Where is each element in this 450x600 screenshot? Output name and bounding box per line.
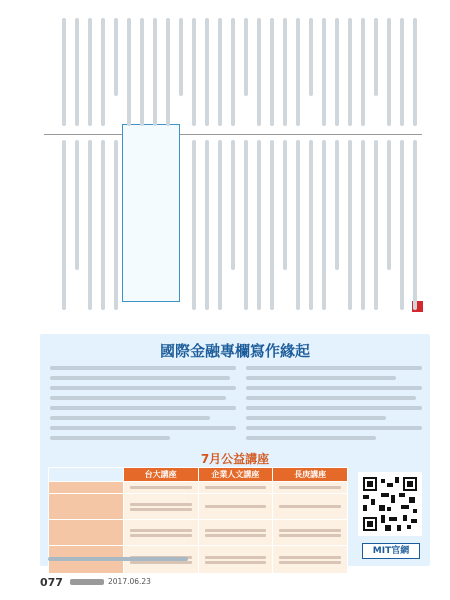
text-line-placeholder [400, 140, 404, 310]
text-line-placeholder [127, 18, 131, 126]
text-line-placeholder [114, 140, 118, 310]
issue-label-placeholder [70, 579, 104, 585]
text-line-placeholder [192, 18, 196, 126]
text-line-placeholder [335, 140, 339, 270]
text-line-placeholder [309, 140, 313, 310]
column-header: 企業人文講座 [198, 468, 273, 482]
page-footer [40, 576, 440, 592]
text-line-placeholder [374, 18, 378, 96]
text-line-placeholder [283, 140, 287, 270]
column-header: 台大講座 [123, 468, 198, 482]
text-line-placeholder [192, 140, 196, 310]
panel-title: 國際金融專欄寫作緣起 [159, 342, 310, 360]
text-line-placeholder [309, 18, 313, 96]
text-line-placeholder [257, 18, 261, 126]
text-line-placeholder [244, 140, 248, 310]
text-line-placeholder [296, 18, 300, 126]
text-line-placeholder [153, 18, 157, 126]
qr-code-icon [361, 475, 419, 533]
text-line-placeholder [244, 18, 248, 96]
text-line-placeholder [270, 140, 274, 310]
highlight-callout [122, 124, 180, 302]
text-line-placeholder [62, 18, 66, 126]
text-line-placeholder [75, 18, 79, 126]
text-line-placeholder [400, 18, 404, 126]
text-line-placeholder [218, 140, 222, 310]
text-line-placeholder [88, 18, 92, 126]
text-line-placeholder [205, 18, 209, 126]
text-line-placeholder [101, 18, 105, 126]
text-line-placeholder [413, 18, 417, 126]
table-row [49, 482, 348, 494]
text-line-placeholder [283, 18, 287, 126]
page-number: 077 [40, 576, 63, 589]
table-row [49, 520, 348, 546]
text-line-placeholder [361, 18, 365, 126]
qr-code[interactable] [358, 472, 422, 536]
text-line-placeholder [296, 140, 300, 310]
section-divider [44, 134, 422, 135]
article-body [44, 18, 422, 314]
text-line-placeholder [374, 140, 378, 310]
text-line-placeholder [231, 18, 235, 126]
qr-caption: MIT官網 [362, 543, 420, 559]
text-line-placeholder [140, 18, 144, 126]
text-line-placeholder [62, 140, 66, 310]
column-header: 長庚講座 [273, 468, 348, 482]
info-panel [40, 334, 430, 566]
intro-text-right [246, 366, 422, 446]
text-line-placeholder [218, 18, 222, 126]
source-note-placeholder [48, 557, 188, 561]
table-row [49, 494, 348, 520]
text-line-placeholder [387, 18, 391, 126]
text-line-placeholder [335, 18, 339, 126]
issue-date: 2017.06.23 [108, 577, 151, 586]
text-line-placeholder [205, 140, 209, 310]
text-line-placeholder [348, 18, 352, 126]
text-line-placeholder [101, 140, 105, 310]
text-line-placeholder [257, 140, 261, 310]
text-line-placeholder [361, 140, 365, 310]
text-line-placeholder [231, 140, 235, 270]
text-line-placeholder [348, 140, 352, 310]
text-line-placeholder [88, 140, 92, 310]
intro-text-left [50, 366, 236, 446]
text-line-placeholder [179, 18, 183, 96]
text-line-placeholder [413, 140, 417, 310]
text-line-placeholder [114, 18, 118, 96]
text-line-placeholder [322, 140, 326, 310]
text-line-placeholder [322, 18, 326, 126]
events-header: 7月公益講座 [200, 452, 270, 466]
text-line-placeholder [166, 18, 170, 126]
text-line-placeholder [75, 140, 79, 270]
text-line-placeholder [270, 18, 274, 126]
text-line-placeholder [387, 140, 391, 270]
